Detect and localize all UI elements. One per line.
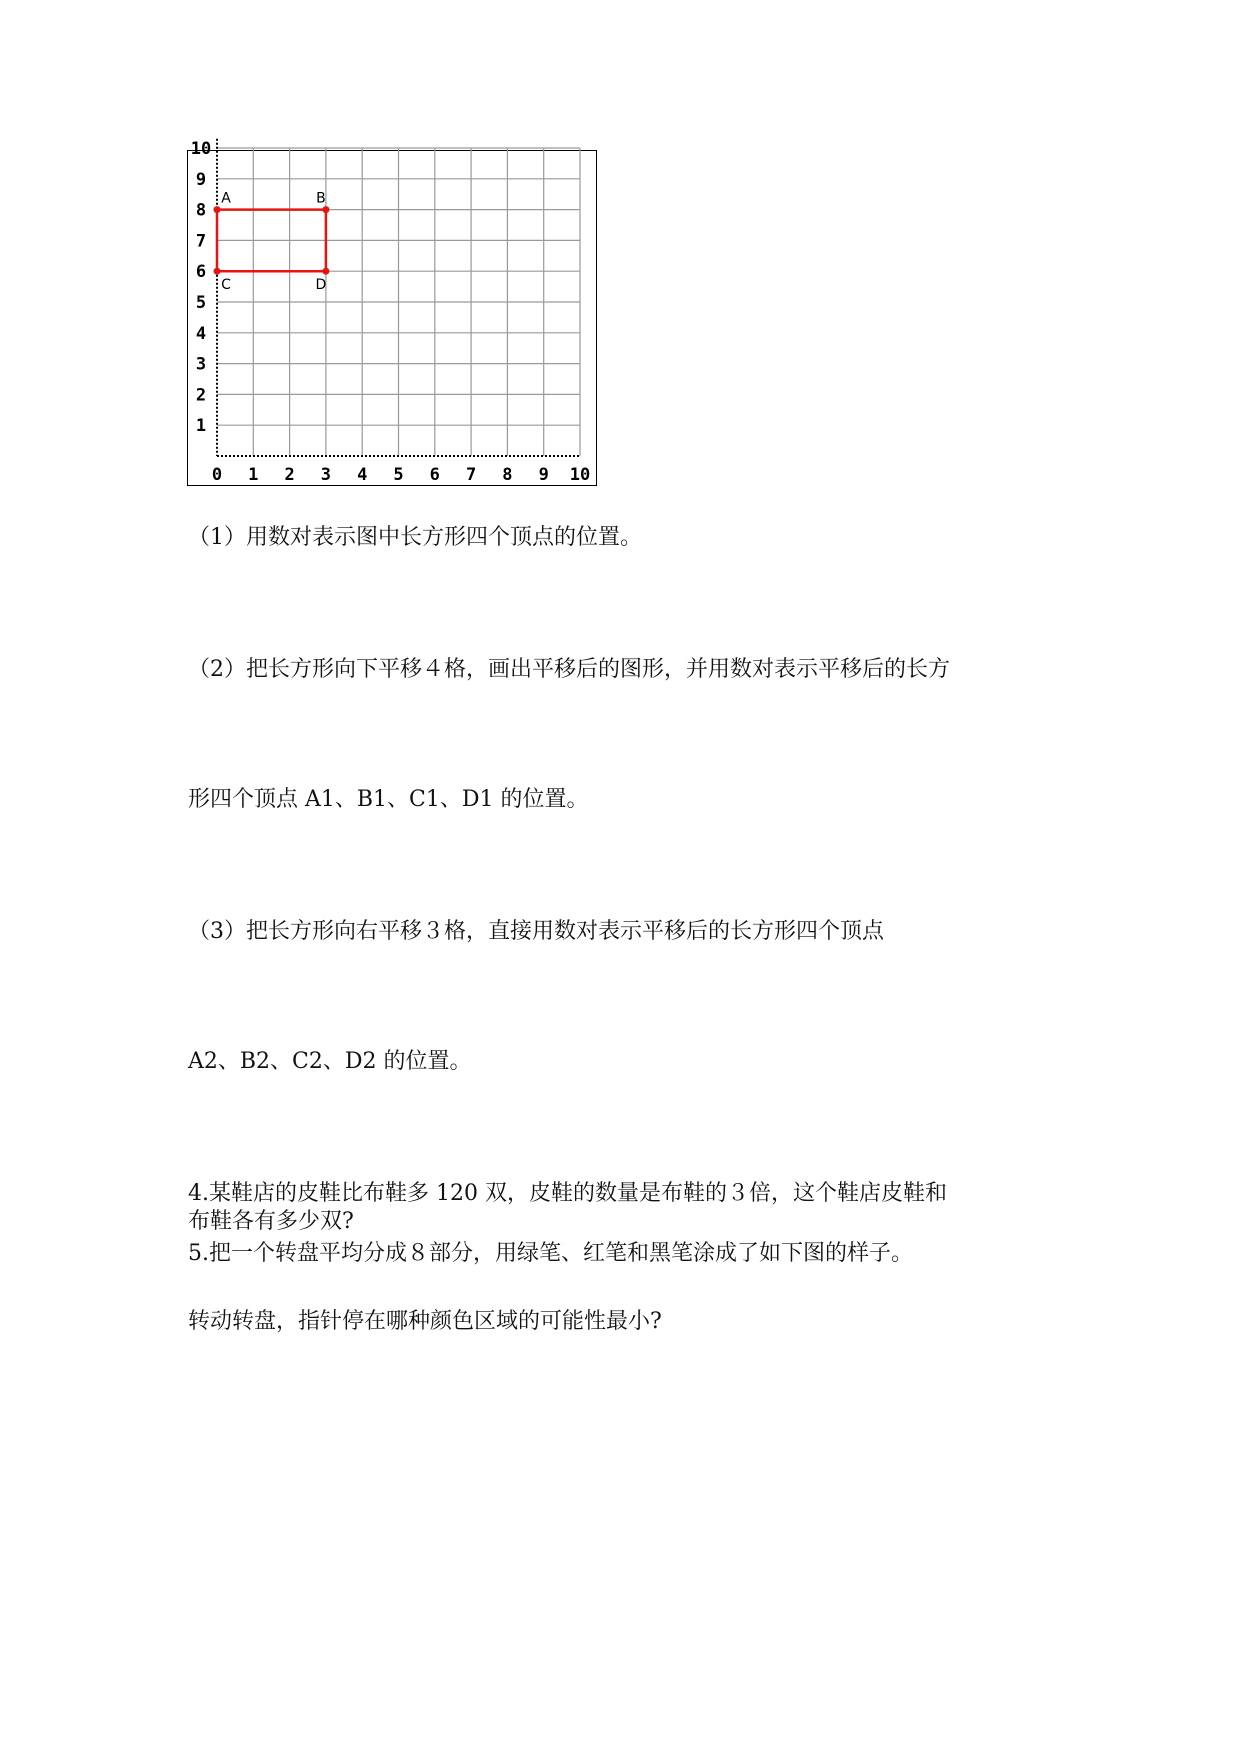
x-tick-label: 0 (211, 465, 223, 485)
vertex-label-d: D (315, 277, 327, 294)
y-tick-label: 9 (195, 169, 207, 190)
y-tick-label: 1 (195, 416, 207, 437)
question-2-line-2: 形四个顶点 A1、B1、C1、D1 的位置。 (188, 787, 589, 812)
y-tick-label: 3 (195, 354, 207, 375)
question-1: （1）用数对表示图中长方形四个顶点的位置。 (188, 525, 642, 550)
question-5-line-1: 5.把一个转盘平均分成８部分，用绿笔、红笔和黑笔涂成了如下图的样子。 (188, 1241, 913, 1266)
figure-border (188, 151, 597, 486)
y-tick-label: 2 (195, 385, 207, 406)
question-4-line-1: 4.某鞋店的皮鞋比布鞋多 120 双，皮鞋的数量是布鞋的３倍，这个鞋店皮鞋和 (188, 1181, 947, 1206)
y-tick-label: 7 (195, 231, 207, 252)
x-tick-label: 5 (393, 465, 404, 485)
vertex-dot-c (214, 268, 221, 275)
vertex-dot-b (322, 206, 329, 213)
x-tick-label: 2 (284, 465, 295, 485)
x-tick-label: 4 (357, 465, 368, 485)
x-tick-label: 8 (502, 465, 513, 485)
y-tick-label: 8 (195, 200, 207, 221)
x-tick-label: 9 (538, 465, 549, 485)
vertex-label-b: B (316, 190, 326, 207)
vertex-dot-a (214, 206, 221, 213)
vertex-label-c: C (221, 277, 231, 294)
y-tick-label: 4 (195, 323, 207, 344)
question-4-line-2: 布鞋各有多少双? (188, 1209, 354, 1234)
x-tick-label: 3 (320, 465, 332, 485)
question-5-line-2: 转动转盘，指针停在哪种颜色区域的可能性最小? (188, 1309, 662, 1334)
y-tick-label: 10 (190, 139, 212, 159)
y-tick-label: 6 (195, 262, 207, 283)
x-tick-label: 6 (429, 465, 440, 485)
coordinate-grid-figure (187, 139, 597, 486)
x-tick-label: 10 (569, 465, 591, 485)
y-tick-label: 5 (195, 293, 207, 313)
x-tick-label: 7 (465, 465, 477, 485)
question-3-line-2: A2、B2、C2、D2 的位置。 (188, 1049, 472, 1074)
vertex-dot-d (322, 268, 329, 275)
question-3-line-1: （3）把长方形向右平移３格，直接用数对表示平移后的长方形四个顶点 (188, 919, 884, 944)
x-tick-label: 1 (248, 465, 259, 485)
vertex-label-a: A (221, 190, 231, 207)
question-2-line-1: （2）把长方形向下平移４格，画出平移后的图形，并用数对表示平移后的长方 (188, 657, 950, 682)
